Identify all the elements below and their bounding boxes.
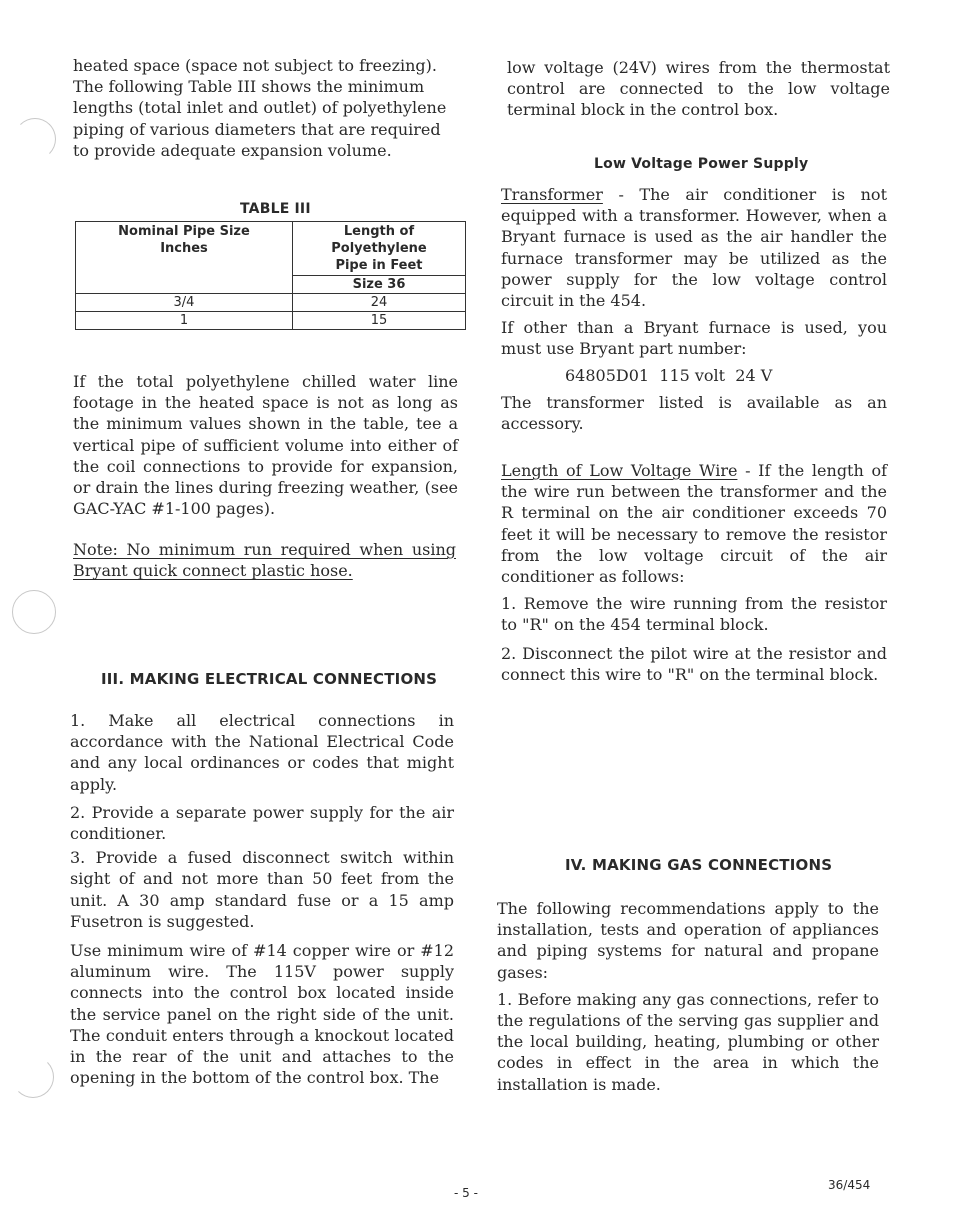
part-number: 64805D01 115 volt 24 V [565,365,773,385]
length-label: Length of Low Voltage Wire [501,461,738,480]
note-text: Note: No minimum run required when using Bryant quick connect plastic hose. [73,540,456,581]
page-number: - 5 - [454,1186,478,1200]
note [73,539,456,581]
punch-hole-bottom [12,1056,54,1098]
table-header-pipe-size: Nominal Pipe Size Inches [76,222,293,294]
wire-paragraph: Use minimum wire of #14 copper wire or #12 aluminum wire. The 115V power supply connects into the control box located inside the service panel on the right side of the unit. The conduit enters through a knockout located in the rear of the unit and attaches to the opening in the bottom of the control box. The [70,941,454,1088]
length-step-2: 2. Disconnect the pilot wire at the resistor and connect this wire to "R" on the terminal block. [501,643,887,684]
transformer-section [501,184,887,434]
low-voltage-subheading: Low Voltage Power Supply [594,156,809,172]
transformer-paragraph [501,184,887,311]
footage-text: If the total polyethylene chilled water line footage in the heated space is not as long as the minimum values shown in the table, tee a vertical pipe of sufficient volume into either of the coil connections to provide for expansion, or drain the lines during freezing weather, (see GAC-YAC #1-100 pages). [73,372,458,519]
table-row [76,294,466,312]
intro-paragraph [73,55,458,161]
continuation-paragraph [507,57,890,121]
table-cell-size: 1 [76,312,293,330]
table-cell-length: 24 [293,294,466,312]
length-paragraph [501,460,887,587]
punch-hole-top [14,118,56,160]
intro-line: lengths (total inlet and outlet) of polyethylene [73,98,447,118]
punch-hole-middle [12,590,56,634]
electrical-item-3: 3. Provide a fused disconnect switch within sight of and not more than 50 feet from the unit. A 30 amp standard fuse or a 15 amp Fusetron is suggested. [70,848,454,931]
intro-line: to provide adequate expansion volume. [73,140,392,160]
transformer-text: - The air conditioner is not equipped with a transformer. However, when a Bryant furnace is used as the air handler the furnace transformer may be utilized as the power supply for the low voltage control circuit in the 454. [501,185,887,311]
transformer-label: Transformer [501,185,603,204]
section-4-heading: IV. MAKING GAS CONNECTIONS [565,856,833,874]
electrical-item-1: 1. Make all electrical connections in accordance with the National Electrical Code and any local ordinances or codes that might apply. [70,711,454,794]
table-caption: TABLE III [240,201,311,217]
intro-line: The following Table III shows the minimum [73,77,425,97]
table-subheader-size: Size 36 [293,276,466,294]
table-header-length: Length of Polyethylene Pipe in Feet [293,222,466,276]
table-cell-length: 15 [293,312,466,330]
document-code: 36/454 [828,1178,871,1192]
part-paragraph: If other than a Bryant furnace is used, you must use Bryant part number: [501,318,887,359]
electrical-item-2: 2. Provide a separate power supply for the air conditioner. [70,802,454,844]
gas-item-1: 1. Before making any gas connections, refer to the regulations of the serving gas supplier and the local building, heating, plumbing or other codes in effect in the area in which the installation is made. [497,989,879,1094]
length-text: - If the length of the wire run between the transformer and the R terminal on the air conditioner exceeds 70 feet it will be necessary to remove the resistor from the low voltage circuit of the air conditioner as follows: [501,461,888,587]
length-section [501,460,887,685]
intro-line: piping of various diameters that are required [73,119,441,139]
gas-paragraph: The following recommendations apply to the installation, tests and operation of appliances and piping systems for natural and propane gases: [497,899,879,982]
section-3-heading: III. MAKING ELECTRICAL CONNECTIONS [101,670,438,688]
footage-paragraph [73,371,458,519]
length-step-1: 1. Remove the wire running from the resistor to "R" on the 454 terminal block. [501,594,887,635]
accessory-paragraph: The transformer listed is available as an accessory. [501,392,887,434]
continuation-text: low voltage (24V) wires from the thermostat control are connected to the low voltage terminal block in the control box. [507,58,890,120]
table-cell-size: 3/4 [76,294,293,312]
intro-line: heated space (space not subject to freezing). [73,56,437,75]
table-row [76,312,466,330]
gas-section [497,898,879,1095]
electrical-items [70,710,454,1088]
pipe-length-table [75,221,466,330]
